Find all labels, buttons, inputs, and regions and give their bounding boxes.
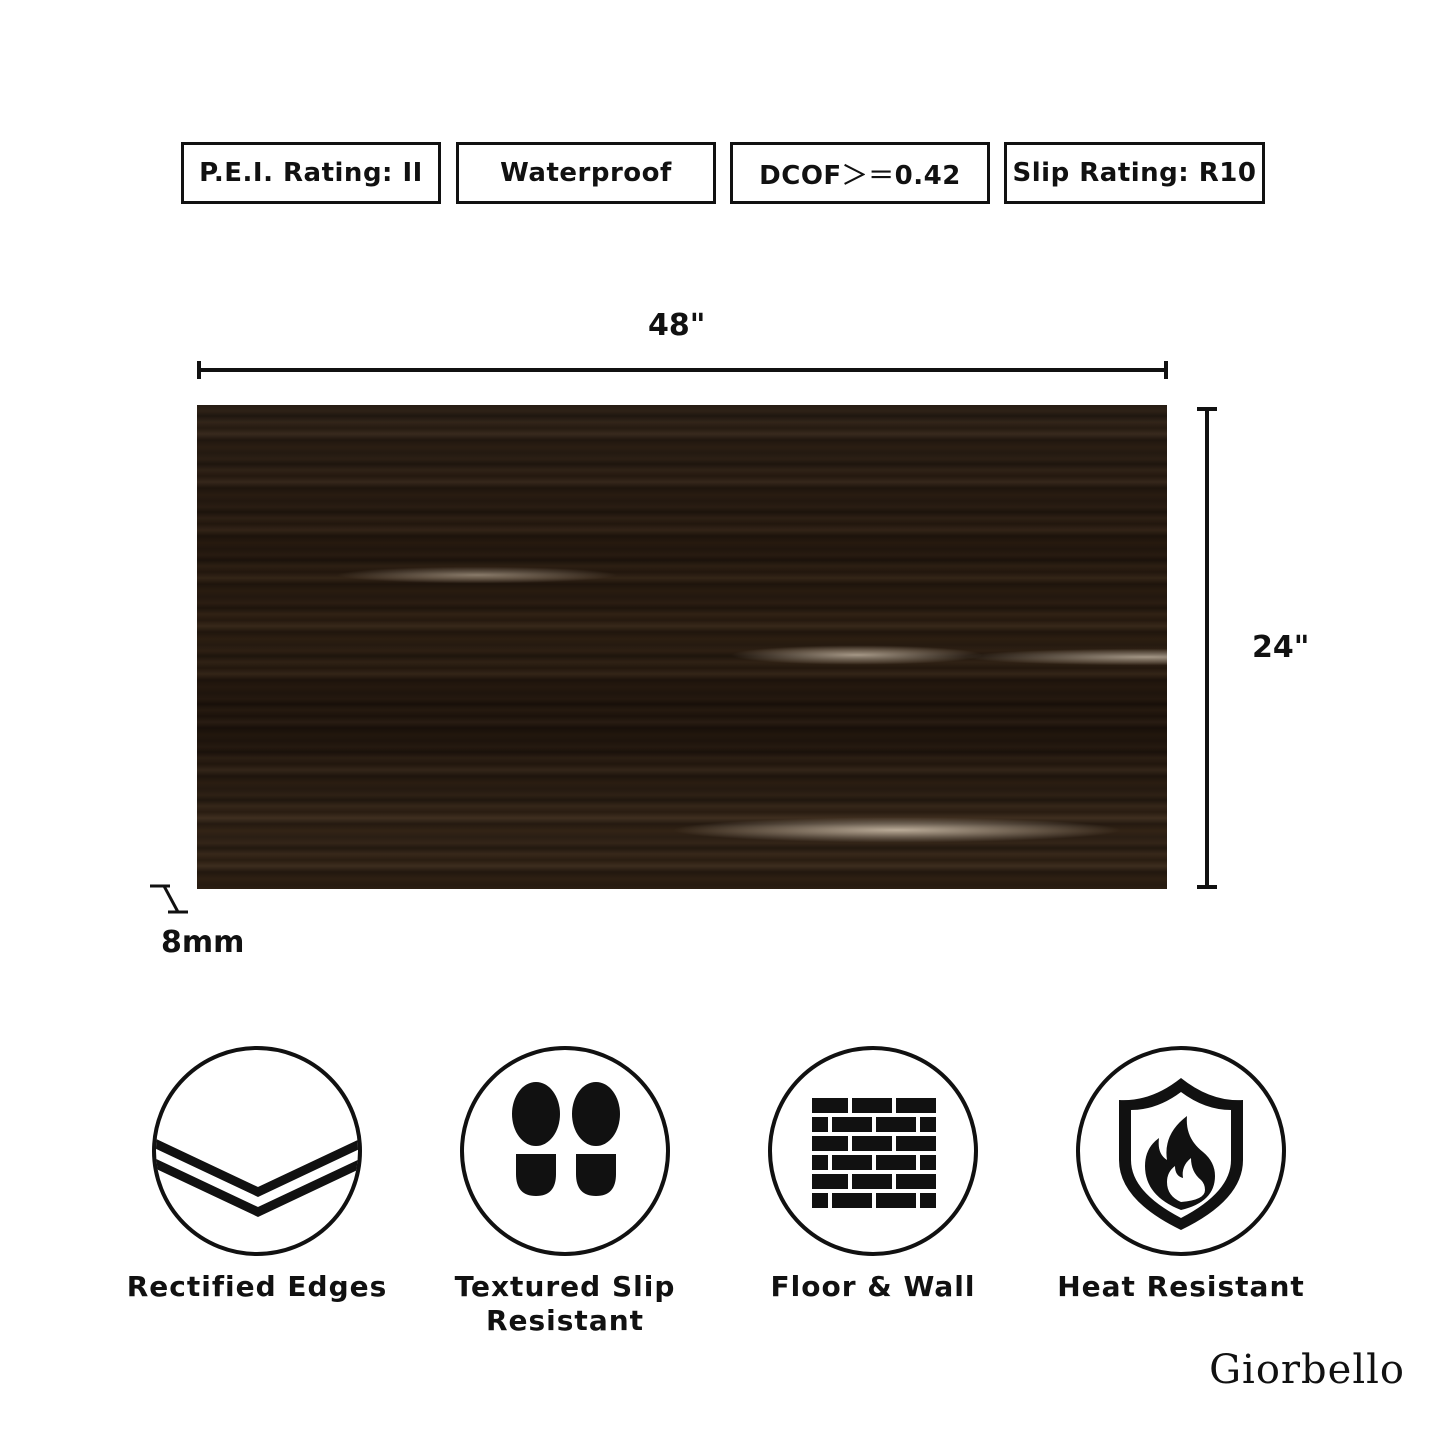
brand-logo: Giorbello bbox=[1209, 1347, 1405, 1393]
feature-textured-slip-resistant bbox=[430, 1046, 700, 1338]
height-dimension-line bbox=[1195, 405, 1219, 891]
thickness-marker bbox=[148, 882, 192, 918]
dcof-badge: DCOF＞＝0.42 bbox=[730, 142, 990, 204]
feature-label-line2: Resistant bbox=[485, 1304, 645, 1337]
pei-rating-badge: P.E.I. Rating: II bbox=[181, 142, 441, 204]
rectified-edges-icon bbox=[152, 1046, 362, 1256]
slip-rating-badge: Slip Rating: R10 bbox=[1004, 142, 1265, 204]
height-dimension-label: 24" bbox=[1252, 630, 1310, 665]
feature-label: Heat Resistant bbox=[1057, 1270, 1305, 1303]
feature-heat-resistant bbox=[1046, 1046, 1316, 1304]
footprints-icon bbox=[460, 1046, 670, 1256]
waterproof-badge: Waterproof bbox=[456, 142, 716, 204]
width-dimension-line bbox=[195, 358, 1170, 382]
shield-flame-icon bbox=[1076, 1046, 1286, 1256]
feature-rectified-edges bbox=[122, 1046, 392, 1304]
feature-label: Rectified Edges bbox=[126, 1270, 388, 1303]
feature-floor-wall bbox=[738, 1046, 1008, 1304]
width-dimension-label: 48" bbox=[648, 308, 706, 343]
feature-label: Floor & Wall bbox=[770, 1270, 976, 1303]
feature-label bbox=[430, 1270, 700, 1338]
travertine-tile-sample bbox=[197, 405, 1167, 889]
brick-wall-icon bbox=[768, 1046, 978, 1256]
feature-label-line1: Textured Slip bbox=[454, 1270, 676, 1303]
thickness-label: 8mm bbox=[161, 925, 245, 960]
